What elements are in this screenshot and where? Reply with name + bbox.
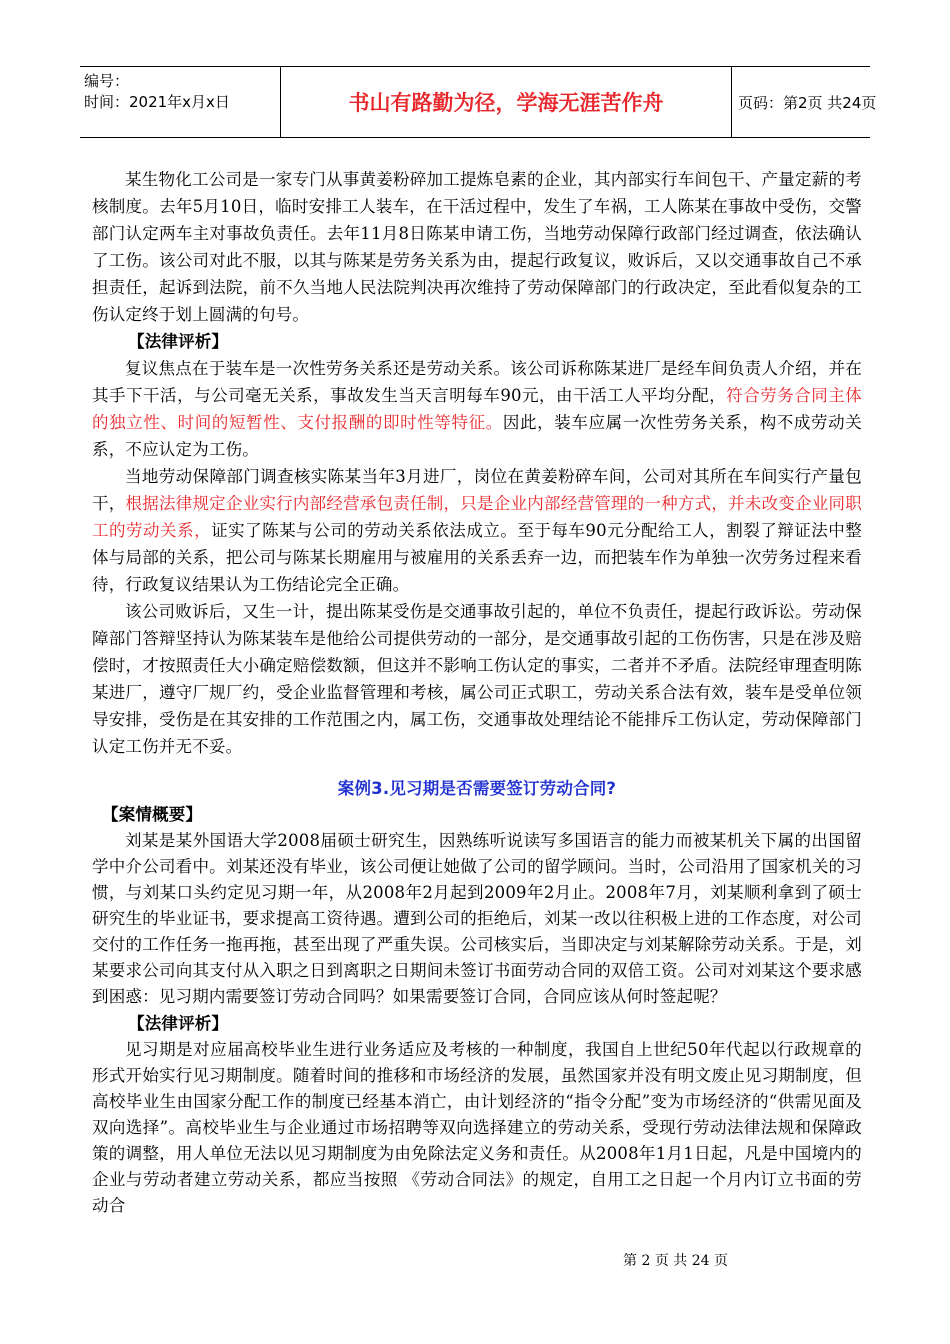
- highlighted-text: 根据法律规定企业实行内部经营承包责任制，只是企业内部经营管理的一种方式，并未改变企业同职工的劳动关系，: [92, 494, 862, 540]
- analysis-text: 因此，装车应属一次性劳务关系，构不成劳动关系，不应认定为工伤。: [92, 413, 862, 459]
- case-summary-paragraph: 刘某是某外国语大学2008届硕士研究生，因熟练听说读写多国语言的能力而被某机关下属的出国留学中介公司看中。刘某还没有毕业，该公司便让她做了公司的留学顾问。当时，公司沿用了国家机关的习惯，与刘某口头约定见习期一年，从2008年2月起到2009年2月止。2008年7月，刘某顺利拿到了硕士研究生的毕业证书，要求提高工资待遇。遭到公司的拒绝后，刘某一改以往积极上进的工作态度，对公司交付的工作任务一拖再拖，甚至出现了严重失误。公司核实后，当即决定与刘某解除劳动关系。于是，刘某要求公司向其支付从入职之日到离职之日期间未签订书面劳动合同的双倍工资。公司对刘某这个要求感到困惑：见习期内需要签订劳动合同吗？如果需要签订合同，合同应该从何时签起呢？: [92, 831, 862, 1006]
- page-footer: [0, 1250, 950, 1270]
- highlighted-text: 符合劳务合同主体的独立性、时间的短暂性、支付报酬的即时性等特征。: [92, 386, 862, 432]
- legal-analysis-paragraph: 见习期是对应届高校毕业生进行业务适应及考核的一种制度，我国自上世纪50年代起以行政规章的形式开始实行见习期制度。随着时间的推移和市场经济的发展，虽然国家并没有明文废止见习期制度，但高校毕业生由国家分配工作的制度已经基本消亡，由计划经济的“指令分配”变为市场经济的“供需见面及双向选择”。高校毕业生与企业通过市场招聘等双向选择建立的劳动关系，受现行劳动法律法规和保障政策的调整，用人单位无法以见习期制度为由免除法定义务和责任。从2008年1月1日起，凡是中国境内的企业与劳动者建立劳动关系，都应当按照 《劳动合同法》的规定，自用工之日起一个月内订立书面的劳动合: [92, 1040, 862, 1215]
- footer-page-number: 第 2 页 共 24 页: [623, 1253, 728, 1269]
- page-header: [80, 66, 877, 138]
- analysis-paragraph-3: 该公司败诉后，又生一计，提出陈某受伤是交通事故引起的，单位不负责任，提起行政诉讼。劳动保障部门答辩坚持认为陈某装车是他给公司提供劳动的一部分，是交通事故引起的工伤伤害，只是在涉及赔偿时，才按照责任大小确定赔偿数额，但这并不影响工伤认定的事实，二者并不矛盾。法院经审理查明陈某进厂，遵守厂规厂约，受企业监督管理和考核，属公司正式职工，劳动关系合法有效，装车是受单位领导安排，受伤是在其安排的工作范围之内，属工伤，交通事故处理结论不能排斥工伤认定，劳动保障部门认定工伤并无不妥。: [92, 602, 862, 756]
- header-motto: 书山有路勤为径，学海无涯苦作舟: [280, 67, 732, 137]
- analysis-text: 证实了陈某与公司的劳动关系依法成立。至于每车90元分配给工人，割裂了辩证法中整体与局部的关系，把公司与陈某长期雇用与被雇用的关系丢弃一边，而把装车作为单独一次劳务过程来看待，行政复议结果认为工伤结论完全正确。: [92, 521, 863, 594]
- header-number-label: 编号：: [84, 72, 130, 90]
- header-meta: [84, 71, 279, 113]
- case-title: 案例3.见习期是否需要签订劳动合同?: [337, 779, 617, 798]
- analysis-paragraph-2: [92, 463, 862, 598]
- header-time-label: 时间：2021年x月x日: [84, 93, 230, 111]
- document-body: [92, 166, 862, 1219]
- analysis-paragraph-1: [92, 355, 862, 463]
- case-narrative-paragraph: 某生物化工公司是一家专门从事黄姜粉碎加工提炼皂素的企业，其内部实行车间包干、产量定薪的考核制度。去年5月10日，临时安排工人装车，在干活过程中，发生了车祸，工人陈某在事故中受伤，交警部门认定两车主对事故负责任。去年11月8日陈某申请工伤，当地劳动保障行政部门经过调查，依法确认了工伤。该公司对此不服，以其与陈某是劳务关系为由，提起行政复议，败诉后，又以交通事故自己不承担责任，起诉到法院，前不久当地人民法院判决再次维持了劳动保障部门的行政决定，至此看似复杂的工伤认定终于划上圆满的句号。: [92, 170, 862, 324]
- analysis-text: 当地劳动保障部门调查核实陈某当年3月进厂，岗位在黄姜粉碎车间，公司对其所在车间实行产量包干，: [92, 467, 862, 513]
- legal-analysis-heading: 【法律评析】: [128, 332, 229, 351]
- analysis-text: 复议焦点在于装车是一次性劳务关系还是劳动关系。该公司诉称陈某进厂是经车间负责人介绍，并在其手下干活，与公司毫无关系，事故发生当天言明每车90元，由干活工人平均分配，: [92, 359, 862, 405]
- header-page-info: 页码：第2页 共24页: [738, 93, 877, 112]
- case-summary-heading: 【案情概要】: [102, 805, 203, 824]
- legal-analysis-heading: 【法律评析】: [128, 1014, 229, 1033]
